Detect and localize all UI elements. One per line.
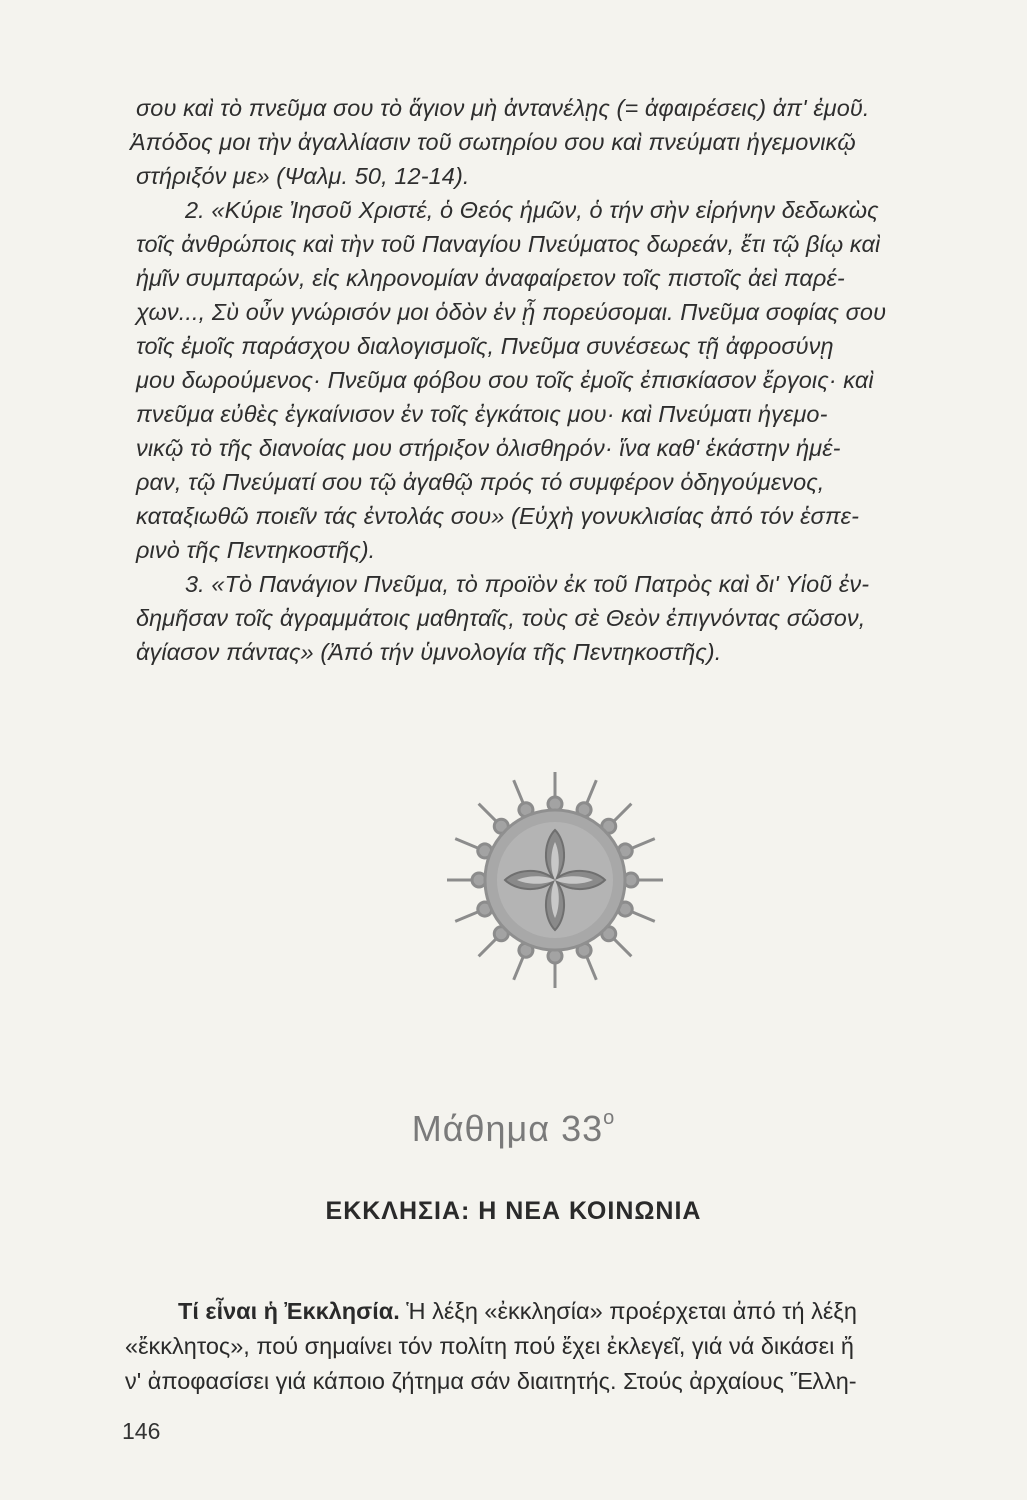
chapter-title: ΕΚΚΛΗΣΙΑ: Η ΝΕΑ ΚΟΙΝΩΝΙΑ: [325, 1197, 702, 1225]
lesson-number-superscript: ο: [603, 1107, 616, 1129]
lesson-title: [0, 1108, 1027, 1150]
section-lead: Τί εἶναι ἡ Ἐκκλησία.: [178, 1298, 400, 1324]
flower-ornament-icon: [440, 765, 670, 995]
quote-line: ἡμῖν συμπαρών, εἰς κληρονομίαν ἀναφαίρετον τοῖς πιστοῖς ἀεὶ παρέ-: [136, 265, 845, 291]
quote-line: 3. «Τὸ Πανάγιον Πνεῦμα, τὸ προϊὸν ἐκ τοῦ Πατρὸς καὶ δι' Υἱοῦ ἐν-: [185, 571, 870, 597]
body-line: ν' ἀποφασίσει γιά κάποιο ζήτημα σάν διαιτητής. Στούς ἀρχαίους Ἕλλη-: [125, 1368, 857, 1394]
quote-line: τοῖς ἐμοῖς παράσχου διαλογισμοῖς, Πνεῦμα συνέσεως τῇ ἀφροσύνῃ: [136, 333, 834, 359]
quote-line: ρινὸ τῆς Πεντηκοστῆς).: [136, 537, 376, 563]
page-number: 146: [122, 1418, 161, 1444]
quote-line: ραν, τῷ Πνεύματί σου τῷ ἀγαθῷ πρός τό συμφέρον ὁδηγούμενος,: [136, 469, 825, 495]
quote-line: πνεῦμα εὐθὲς ἐγκαίνισον ἐν τοῖς ἐγκάτοις μου· καὶ Πνεύματι ἡγεμο-: [136, 401, 828, 427]
quote-line: σου καὶ τὸ πνεῦμα σου τὸ ἅγιον μὴ ἀντανέλῃς (= ἀφαιρέσεις) ἀπ' ἐμοῦ.: [136, 95, 870, 121]
quote-line: χων..., Σὺ οὖν γνώρισόν μοι ὁδὸν ἐν ᾗ πορεύσομαι. Πνεῦμα σοφίας σου: [136, 299, 887, 325]
lesson-number: 33: [561, 1108, 604, 1149]
quote-line: στήριξόν με» (Ψαλμ. 50, 12-14).: [136, 163, 470, 189]
quote-line: νικῷ τὸ τῆς διανοίας μου στήριξον ὀλισθηρόν· ἵνα καθ' ἑκάστην ἡμέ-: [136, 435, 841, 461]
quote-line: καταξιωθῶ ποιεῖν τάς ἐντολάς σου» (Εὐχὴ γονυκλισίας ἀπό τόν ἑσπε-: [136, 503, 860, 529]
quote-line: ἁγίασον πάντας» (Ἀπό τήν ὑμνολογία τῆς Πεντηκοστῆς).: [136, 639, 722, 665]
quote-line: Ἀπόδος μοι τὴν ἀγαλλίασιν τοῦ σωτηρίου σου καὶ πνεύματι ἡγεμονικῷ: [130, 129, 856, 155]
quote-line: τοῖς ἀνθρώποις καὶ τὴν τοῦ Παναγίου Πνεύματος δωρεάν, ἔτι τῷ βίῳ καὶ: [136, 231, 881, 257]
lesson-word: Μάθημα: [411, 1108, 551, 1149]
body-line: [178, 1294, 993, 1328]
body-text: Ἡ λέξη «ἐκκλησία» προέρχεται ἀπό τή λέξη: [399, 1298, 857, 1324]
quote-line: δημῆσαν τοῖς ἀγραμμάτοις μαθηταῖς, τοὺς σὲ Θεὸν ἐπιγνόντας σῶσον,: [136, 605, 866, 631]
quote-line: 2. «Κύριε Ἰησοῦ Χριστέ, ὁ Θεός ἡμῶν, ὁ τήν σὴν εἰρήνην δεδωκὼς: [185, 197, 879, 223]
body-line: «ἔκκλητος», πού σημαίνει τόν πολίτη πού ἔχει ἐκλεγεῖ, γιά νά δικάσει ἤ: [125, 1333, 854, 1359]
quote-line: μου δωρούμενος· Πνεῦμα φόβου σου τοῖς ἐμοῖς ἐπισκίασον ἔργοις· καὶ: [136, 367, 874, 393]
